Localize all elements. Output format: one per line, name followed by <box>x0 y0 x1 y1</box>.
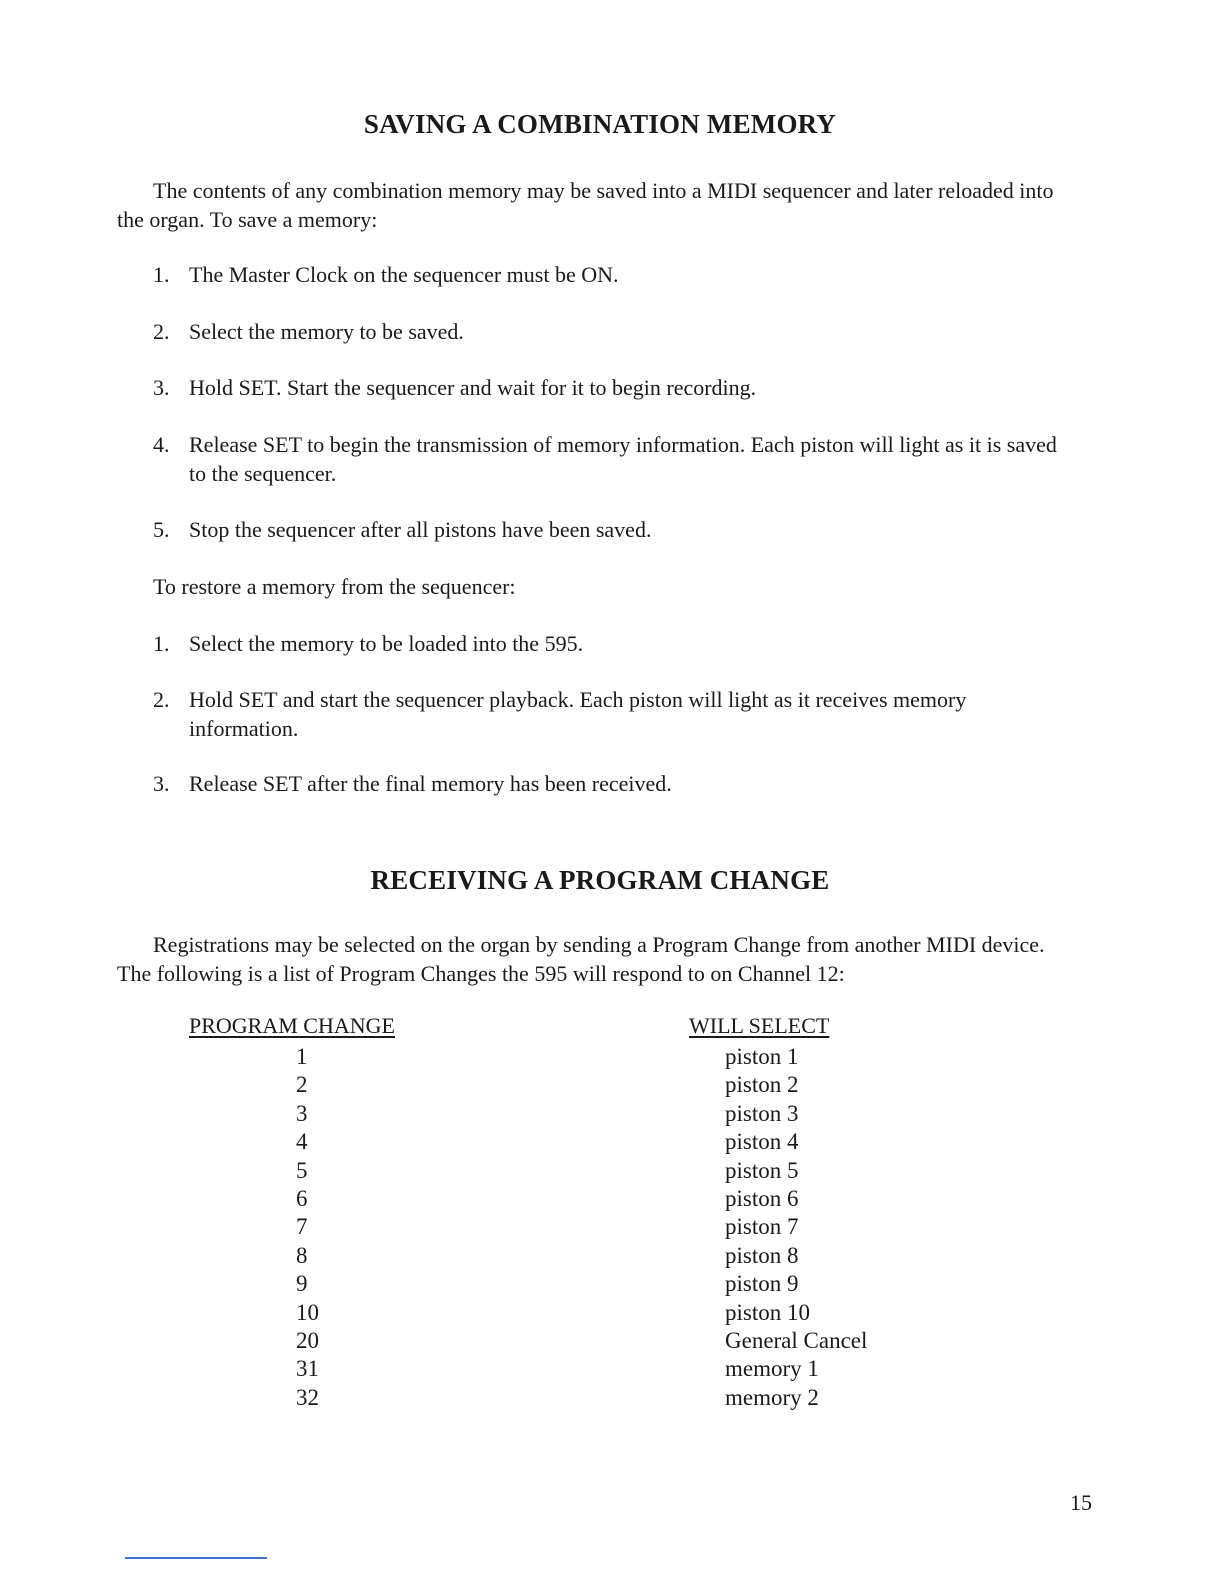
step-text: Select the memory to be loaded into the 595. <box>189 631 584 656</box>
will-select-value: piston 3 <box>725 1100 799 1126</box>
will-select-value: General Cancel <box>725 1328 868 1354</box>
will-select-value: memory 2 <box>725 1384 819 1410</box>
saving-intro-text: The contents of any combination memory may be saved into a MIDI sequencer and later reloaded into the organ. To save a memory: <box>117 178 1054 232</box>
footer-rule <box>125 1557 267 1559</box>
saving-step <box>153 374 1073 403</box>
step-number: 4. <box>153 432 170 457</box>
program-change-intro-paragraph <box>117 931 1077 988</box>
section-title-saving: SAVING A COMBINATION MEMORY <box>363 109 837 139</box>
page-number: 15 <box>1070 1490 1092 1515</box>
step-number: 1. <box>153 631 170 656</box>
step-text: Release SET to begin the transmission of memory information. Each piston will light as it is saved to the sequencer. <box>189 432 1057 486</box>
will-select-value: piston 6 <box>725 1186 799 1212</box>
restore-step <box>153 770 1073 799</box>
will-select-value: piston 1 <box>725 1044 799 1069</box>
program-change-value: 4 <box>296 1129 308 1155</box>
step-text: Select the memory to be saved. <box>189 319 464 344</box>
step-number: 1. <box>153 262 170 287</box>
saving-step <box>153 431 1073 488</box>
step-text: Stop the sequencer after all pistons have been saved. <box>189 517 652 542</box>
step-number: 5. <box>153 517 170 542</box>
will-select-value: piston 8 <box>725 1242 799 1268</box>
will-select-value: piston 10 <box>725 1299 810 1325</box>
program-change-intro-text: Registrations may be selected on the organ by sending a Program Change from another MIDI device. The following is a list of Program Changes the 595 will respond to on Channel 12: <box>117 932 1045 986</box>
will-select-value: piston 4 <box>725 1129 799 1155</box>
restore-step <box>153 686 1073 743</box>
will-select-column <box>725 1043 867 1412</box>
restore-step <box>153 630 1073 659</box>
saving-step <box>153 516 1073 545</box>
saving-step <box>153 261 1073 290</box>
program-change-value: 1 <box>296 1044 308 1069</box>
step-text: Hold SET. Start the sequencer and wait for it to begin recording. <box>189 375 757 400</box>
program-change-value: 9 <box>296 1271 308 1297</box>
program-change-value: 6 <box>296 1186 308 1212</box>
program-change-value: 10 <box>296 1299 319 1325</box>
program-change-value: 20 <box>296 1328 319 1354</box>
step-text: Release SET after the final memory has been received. <box>189 771 672 796</box>
section-title-program-change: RECEIVING A PROGRAM CHANGE <box>370 865 830 895</box>
step-text: Hold SET and start the sequencer playback. Each piston will light as it receives memory information. <box>189 687 967 741</box>
step-number: 2. <box>153 687 170 712</box>
restore-intro <box>153 573 1073 602</box>
program-change-value: 32 <box>296 1384 319 1410</box>
program-change-value: 31 <box>296 1356 319 1382</box>
step-number: 2. <box>153 319 170 344</box>
program-change-value: 5 <box>296 1157 308 1183</box>
saving-intro-paragraph <box>117 177 1077 234</box>
step-number: 3. <box>153 375 170 400</box>
will-select-value: piston 2 <box>725 1072 799 1098</box>
program-change-value: 3 <box>296 1100 308 1126</box>
step-number: 3. <box>153 771 170 796</box>
program-change-value: 2 <box>296 1072 308 1098</box>
will-select-value: piston 7 <box>725 1214 799 1240</box>
will-select-value: memory 1 <box>725 1356 819 1382</box>
will-select-value: piston 9 <box>725 1271 799 1297</box>
program-change-value: 7 <box>296 1214 308 1240</box>
step-text: The Master Clock on the sequencer must be ON. <box>189 262 619 287</box>
saving-step <box>153 318 1073 347</box>
restore-intro-text: To restore a memory from the sequencer: <box>153 574 516 599</box>
program-change-value: 8 <box>296 1242 308 1268</box>
column-header-will-select: WILL SELECT <box>689 1013 830 1038</box>
program-change-column <box>296 1043 319 1412</box>
column-header-program-change: PROGRAM CHANGE <box>189 1013 395 1038</box>
will-select-value: piston 5 <box>725 1157 799 1183</box>
